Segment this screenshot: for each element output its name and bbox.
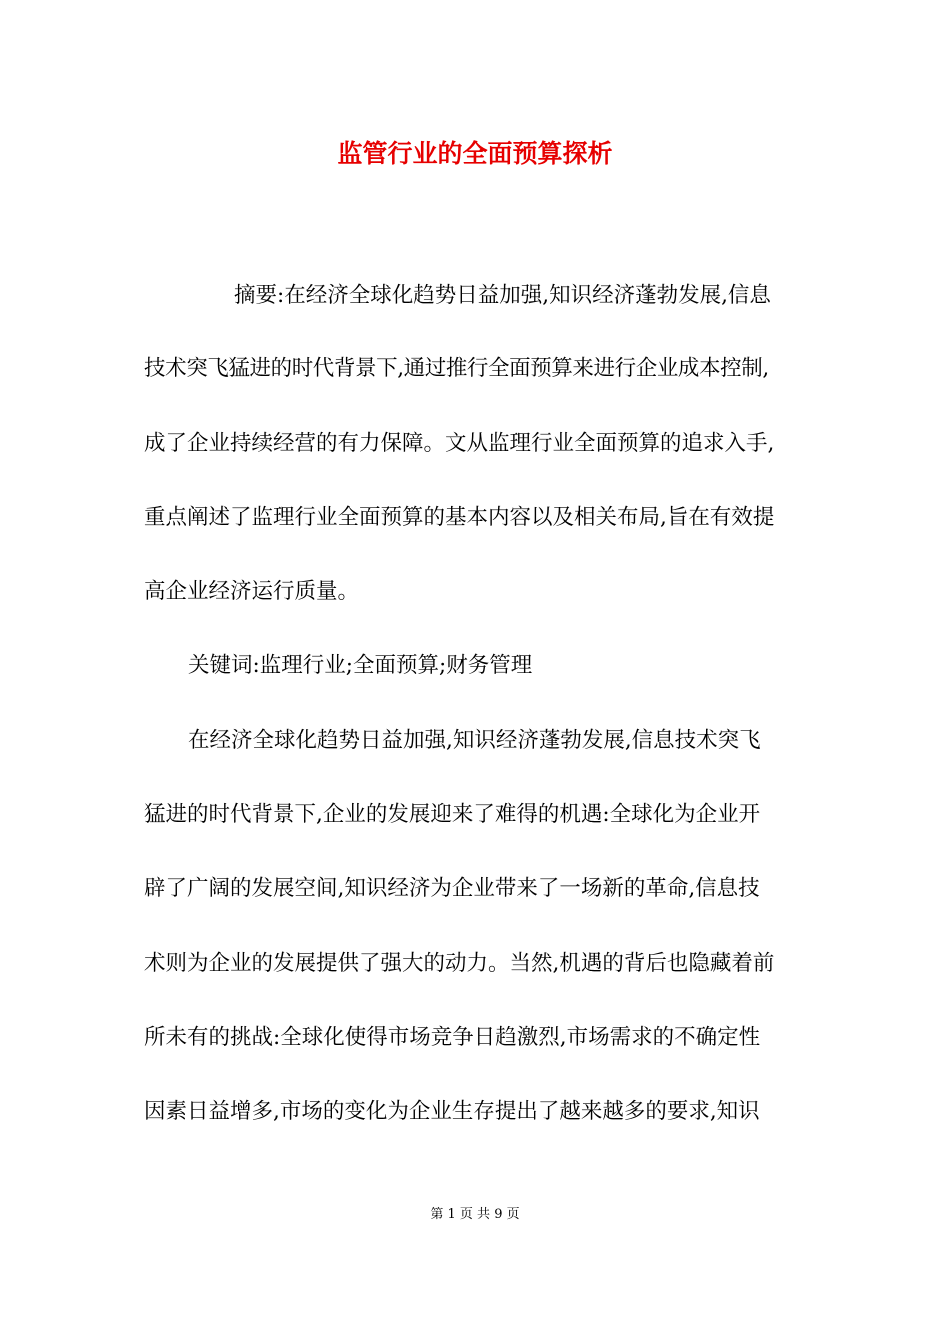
body-line-3: 辟了广阔的发展空间,知识经济为企业带来了一场新的革命,信息技 xyxy=(144,876,760,901)
document-title: 监管行业的全面预算探析 xyxy=(337,139,613,168)
body-line-6: 因素日益增多,市场的变化为企业生存提出了越来越多的要求,知识 xyxy=(144,1099,760,1124)
abstract-line-3: 成了企业持续经营的有力保障。文从监理行业全面预算的追求入手, xyxy=(144,431,775,456)
body-line-4: 术则为企业的发展提供了强大的动力。当然,机遇的背后也隐藏着前 xyxy=(144,951,775,976)
page-number-footer: 第 1 页 共 9 页 xyxy=(430,1207,520,1222)
body-line-2: 猛进的时代背景下,企业的发展迎来了难得的机遇:全球化为企业开 xyxy=(144,802,761,827)
abstract-line-1: 摘要:在经济全球化趋势日益加强,知识经济蓬勃发展,信息 xyxy=(234,283,771,308)
abstract-line-5: 高企业经济运行质量。 xyxy=(144,579,360,604)
abstract-line-4: 重点阐述了监理行业全面预算的基本内容以及相关布局,旨在有效提 xyxy=(144,505,775,530)
abstract-line-2: 技术突飞猛进的时代背景下,通过推行全面预算来进行企业成本控制, xyxy=(144,356,769,381)
body-line-1: 在经济全球化趋势日益加强,知识经济蓬勃发展,信息技术突飞 xyxy=(188,728,761,753)
keywords-line: 关键词:监理行业;全面预算;财务管理 xyxy=(188,653,533,678)
body-line-5: 所未有的挑战:全球化使得市场竞争日趋激烈,市场需求的不确定性 xyxy=(144,1025,761,1050)
